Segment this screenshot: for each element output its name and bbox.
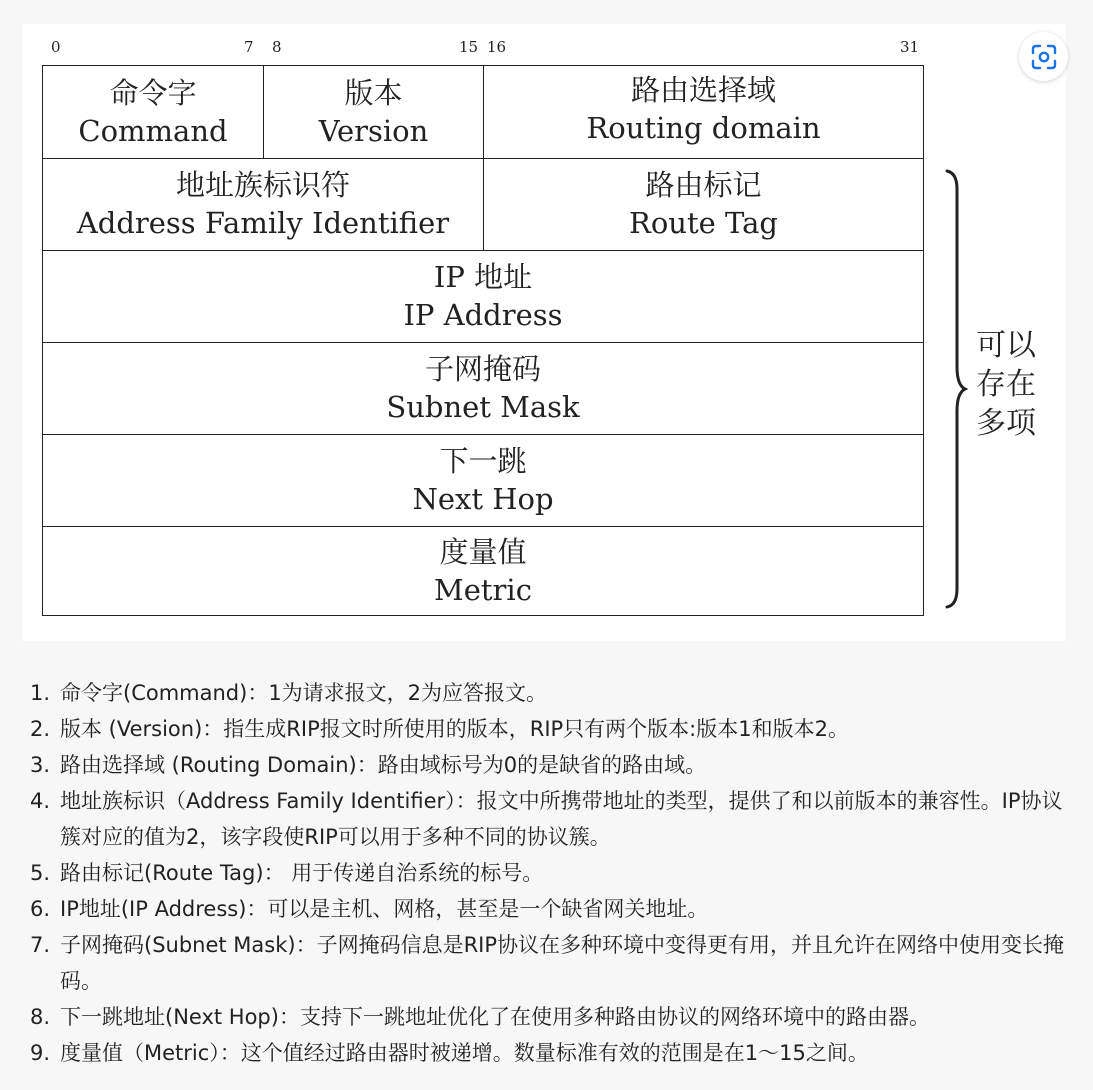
field-route-tag-zh: 路由标记 bbox=[645, 168, 762, 202]
brace-label-line-2: 存在 bbox=[976, 367, 1036, 402]
field-routing-domain-en: Routing domain bbox=[586, 111, 821, 145]
list-item bbox=[30, 711, 1075, 747]
brace-label-line-3: 多项 bbox=[976, 406, 1036, 441]
bit-label-15: 15 bbox=[459, 38, 479, 56]
field-subnet-mask-en: Subnet Mask bbox=[386, 390, 580, 424]
list-item-text: 下一跳地址(Next Hop)：支持下一跳地址优化了在使用多种路由协议的网络环境中的路由器。 bbox=[60, 1005, 930, 1029]
list-item bbox=[30, 747, 1075, 783]
rip-packet-format-figure bbox=[22, 24, 1066, 641]
field-address-family-identifier bbox=[43, 158, 484, 250]
bit-label-8: 8 bbox=[272, 38, 282, 56]
field-route-tag bbox=[484, 158, 923, 250]
field-version bbox=[264, 66, 484, 158]
bit-label-31: 31 bbox=[900, 38, 920, 56]
list-item-text: 路由标记(Route Tag)： 用于传递自治系统的标号。 bbox=[60, 861, 544, 885]
list-item bbox=[30, 783, 1075, 855]
field-routing-domain bbox=[484, 66, 923, 158]
field-metric-zh: 度量值 bbox=[439, 534, 527, 569]
header-row-metric bbox=[43, 526, 923, 615]
bit-label-16: 16 bbox=[487, 38, 507, 56]
list-item bbox=[30, 891, 1075, 927]
list-item bbox=[30, 927, 1075, 999]
curly-brace-icon bbox=[944, 169, 968, 609]
list-item-number: 1. bbox=[30, 681, 51, 705]
header-row-1 bbox=[43, 66, 923, 159]
lens-scan-icon bbox=[1030, 43, 1058, 71]
list-item-number: 5. bbox=[30, 861, 51, 885]
field-route-tag-en: Route Tag bbox=[629, 206, 778, 240]
list-item-number: 2. bbox=[30, 717, 51, 741]
field-command-zh: 命令字 bbox=[109, 76, 197, 110]
field-ip-address-zh: IP 地址 bbox=[433, 260, 533, 294]
list-item-text: 命令字(Command)：1为请求报文，2为应答报文。 bbox=[60, 681, 548, 705]
field-next-hop-zh: 下一跳 bbox=[439, 444, 527, 478]
list-item-number: 8. bbox=[30, 1005, 51, 1029]
field-next-hop bbox=[43, 434, 923, 526]
field-afi-zh: 地址族标识符 bbox=[175, 168, 350, 202]
header-row-subnet-mask bbox=[43, 342, 923, 435]
list-item-number: 3. bbox=[30, 753, 51, 777]
field-subnet-mask-zh: 子网掩码 bbox=[424, 352, 541, 386]
list-item-number: 6. bbox=[30, 897, 51, 921]
field-subnet-mask bbox=[43, 342, 923, 434]
bit-label-0: 0 bbox=[51, 38, 61, 56]
list-item bbox=[30, 675, 1075, 711]
field-routing-domain-zh: 路由选择域 bbox=[630, 73, 776, 107]
list-item-text: IP地址(IP Address)：可以是主机、网格，甚至是一个缺省网关地址。 bbox=[60, 897, 709, 921]
list-item-number: 7. bbox=[30, 933, 51, 957]
field-command-en: Command bbox=[78, 114, 228, 148]
list-item bbox=[30, 855, 1075, 891]
repeatable-entries-label bbox=[976, 326, 1036, 443]
list-item-text: 地址族标识（Address Family Identifier）：报文中所携带地址的类型，提供了和以前版本的兼容性。IP协议簇对应的值为2，该字段使RIP可以用于多种不同的协议簇。 bbox=[60, 789, 1063, 849]
list-item bbox=[30, 999, 1075, 1035]
field-version-zh: 版本 bbox=[344, 76, 403, 110]
brace-label-line-1: 可以 bbox=[976, 328, 1036, 363]
header-row-ip-address bbox=[43, 250, 923, 343]
list-item-text: 度量值（Metric）：这个值经过路由器时被递增。数量标准有效的范围是在1～15之间。 bbox=[60, 1041, 869, 1065]
list-item-text: 版本 (Version)：指生成RIP报文时所使用的版本，RIP只有两个版本:版本1和版本2。 bbox=[60, 717, 849, 741]
field-version-en: Version bbox=[318, 114, 429, 148]
field-metric-en: Metric bbox=[434, 572, 532, 607]
rip-header-table bbox=[42, 65, 924, 616]
field-ip-address-en: IP Address bbox=[403, 298, 563, 332]
lens-scan-button[interactable] bbox=[1019, 32, 1068, 81]
list-item-text: 路由选择域 (Routing Domain)：路由域标号为0的是缺省的路由域。 bbox=[60, 753, 707, 777]
field-command bbox=[43, 66, 264, 158]
list-item bbox=[30, 1035, 1075, 1071]
field-next-hop-en: Next Hop bbox=[412, 482, 554, 516]
header-row-next-hop bbox=[43, 434, 923, 527]
bit-label-7: 7 bbox=[244, 38, 254, 56]
list-item-number: 9. bbox=[30, 1041, 51, 1065]
list-item-text: 子网掩码(Subnet Mask)：子网掩码信息是RIP协议在多种环境中变得更有用，并且允许在网络中使用变长掩码。 bbox=[60, 933, 1065, 993]
field-afi-en: Address Family Identifier bbox=[76, 206, 450, 240]
header-row-2 bbox=[43, 158, 923, 251]
list-item-number: 4. bbox=[30, 789, 51, 813]
field-metric bbox=[43, 526, 923, 615]
field-description-list bbox=[30, 675, 1075, 1071]
field-ip-address bbox=[43, 250, 923, 342]
